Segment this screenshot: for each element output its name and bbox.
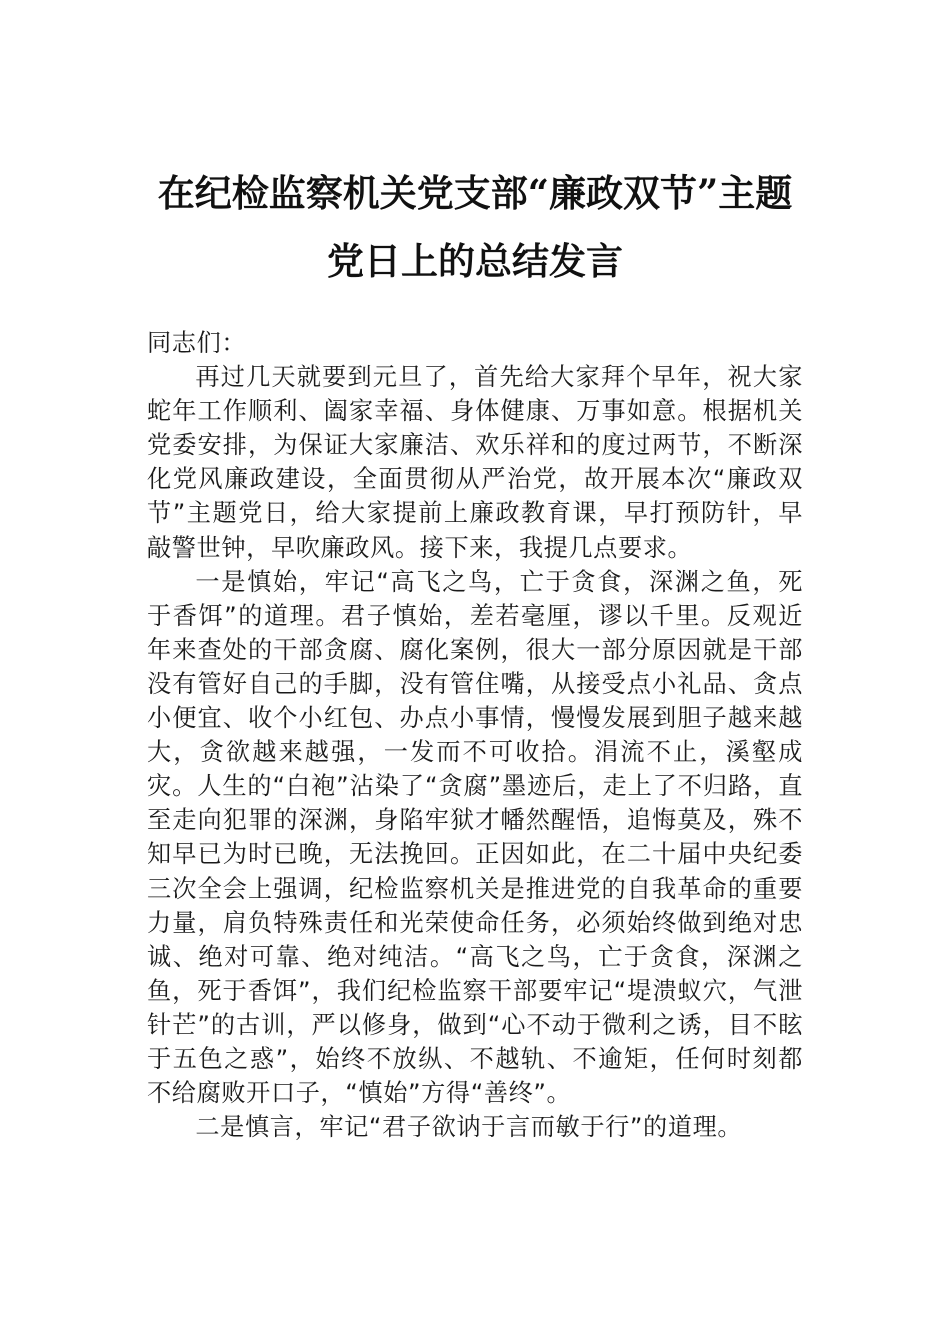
- salutation: 同志们：: [147, 329, 247, 357]
- paragraph-point-two: 二是慎言，牢记“君子欲讷于言而敏于行”的道理。: [195, 1113, 743, 1142]
- document-title-line-1: 在纪检监察机关党支部“廉政双节”主题: [157, 171, 793, 215]
- paragraph-intro: 再过几天就要到元旦了，首先给大家拜个早年，祝大家蛇年工作顺利、阖家幸福、身体健康、万事如意。根据机关党委安排，为保证大家廉洁、欢乐祥和的度过两节，不断深化党风廉政建设，全面贯彻从严治党，故开展本次“廉政双节”主题党日，给大家提前上廉政教育课，早打预防针，早敲警世钟，早吹廉政风。接下来，我提几点要求。: [147, 363, 803, 562]
- paragraph-point-one: 一是慎始，牢记“高飞之鸟，亡于贪食，深渊之鱼，死于香饵”的道理。君子慎始，差若毫厘，谬以千里。反观近年来查处的干部贪腐、腐化案例，很大一部分原因就是干部没有管好自己的手脚，没有管住嘴，从接受点小礼品、贪点小便宜、收个小红包、办点小事情，慢慢发展到胆子越来越大，贪欲越来越强，一发而不可收拾。涓流不止，溪壑成灾。人生的“白袍”沾染了“贪腐”墨迹后，走上了不归路，直至走向犯罪的深渊，身陷牢狱才幡然醒悟，追悔莫及，殊不知早已为时已晚，无法挽回。正因如此，在二十届中央纪委三次全会上强调，纪检监察机关是推进党的自我革命的重要力量，肩负特殊责任和光荣使命任务，必须始终做到绝对忠诚、绝对可靠、绝对纯洁。“高飞之鸟，亡于贪食，深渊之鱼，死于香饵”，我们纪检监察干部要牢记“堤溃蚁穴，气泄针芒”的古训，严以修身，做到“心不动于微利之诱，目不眩于五色之惑”，始终不放纵、不越轨、不逾矩，任何时刻都不给腐败开口子，“慎始”方得“善终”。: [147, 567, 803, 1108]
- document-title-line-2: 党日上的总结发言: [327, 239, 623, 283]
- document-body: [147, 326, 803, 1144]
